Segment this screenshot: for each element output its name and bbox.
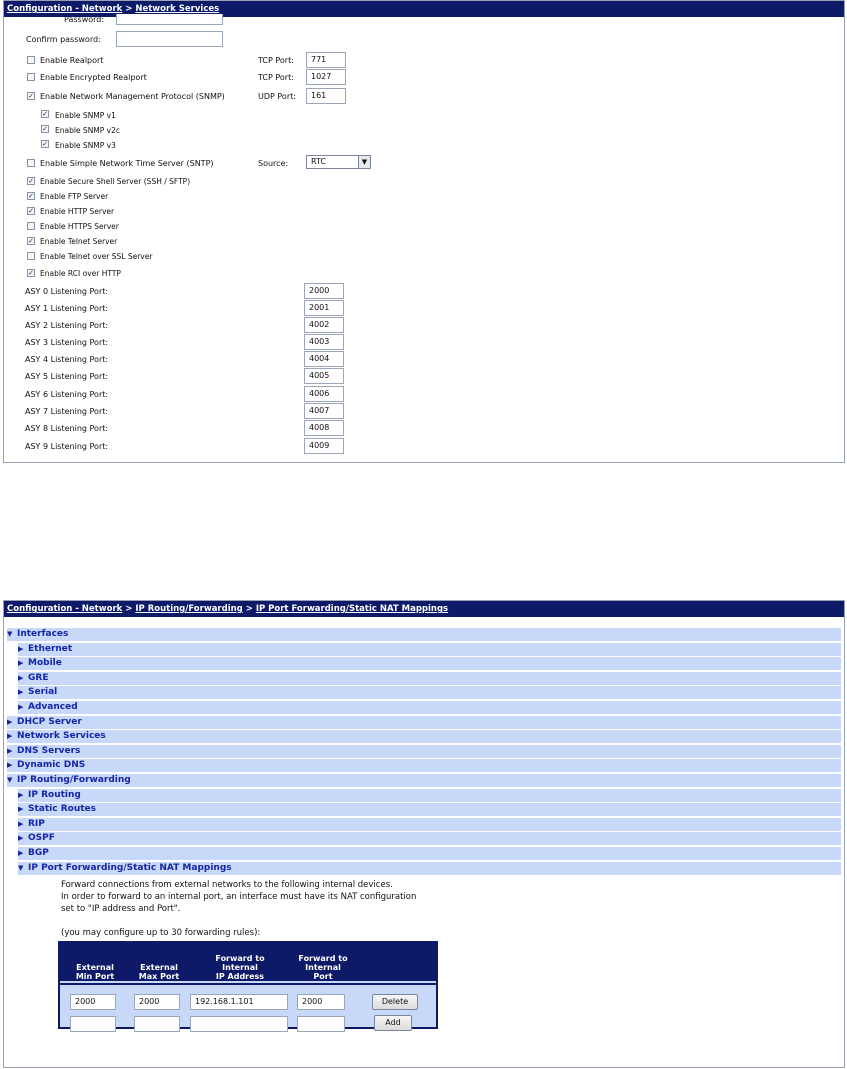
password-label: Password: (64, 15, 105, 24)
asy0-port-input[interactable]: 2000 (304, 283, 344, 299)
new-min-port-input[interactable] (70, 1016, 116, 1032)
asy3-port-input[interactable]: 4003 (304, 334, 344, 350)
nav-dns-servers[interactable] (7, 745, 841, 758)
collapsed-arrow-icon: ▶ (18, 688, 24, 696)
row1-min-port-input[interactable]: 2000 (70, 994, 116, 1010)
nav-ip-routing-forwarding[interactable] (7, 774, 841, 787)
nav-label: Mobile (28, 658, 62, 668)
collapsed-arrow-icon: ▶ (7, 747, 13, 755)
confirm-password-input[interactable] (116, 31, 223, 47)
http-checkbox[interactable]: ✓ (28, 207, 34, 215)
telnet-ssl-checkbox[interactable] (27, 252, 35, 260)
header-ext-min-port: External Min Port (75, 963, 115, 981)
snmp-port-input[interactable]: 161 (306, 88, 346, 104)
snmp-v3-label: Enable SNMP v3 (55, 141, 116, 150)
header-ext-max-port: External Max Port (138, 963, 180, 981)
asy9-port-input[interactable]: 4009 (304, 438, 344, 454)
realport-port-input[interactable]: 771 (306, 52, 346, 68)
sntp-source-select[interactable] (306, 155, 371, 169)
header-fwd-ip: Forward to Internal IP Address (215, 954, 265, 981)
http-label: Enable HTTP Server (40, 207, 115, 216)
nav-label: Advanced (28, 702, 78, 712)
nav-gre[interactable] (18, 672, 841, 685)
encrypted-realport-port-input[interactable]: 1027 (306, 69, 346, 85)
snmp-v2c-label: Enable SNMP v2c (55, 126, 121, 135)
nav-bgp[interactable] (18, 847, 841, 860)
breadcrumb: Configuration - Network > Network Services (4, 1, 844, 17)
encrypted-realport-port-label: TCP Port: (258, 73, 294, 82)
encrypted-realport-label: Enable Encrypted Realport (40, 73, 147, 82)
expanded-arrow-icon: ▼ (18, 864, 24, 872)
rci-checkbox[interactable]: ✓ (28, 269, 34, 277)
asy5-port-label: ASY 5 Listening Port: (25, 372, 109, 381)
collapsed-arrow-icon: ▶ (18, 645, 24, 653)
expanded-arrow-icon: ▼ (7, 630, 13, 638)
nav-label: IP Routing (28, 790, 81, 800)
expanded-arrow-icon: ▼ (7, 776, 13, 784)
nav-ip-routing[interactable] (18, 789, 841, 802)
nav-mobile[interactable] (18, 657, 841, 670)
asy1-port-input[interactable]: 2001 (304, 300, 344, 316)
telnet-checkbox[interactable]: ✓ (28, 237, 34, 245)
nav-label: IP Routing/Forwarding (17, 775, 131, 785)
collapsed-arrow-icon: ▶ (18, 805, 24, 813)
asy7-port-label: ASY 7 Listening Port: (25, 407, 109, 416)
nav-rip[interactable] (18, 818, 841, 831)
nav-label: OSPF (28, 833, 55, 843)
row1-max-port-input[interactable]: 2000 (134, 994, 180, 1010)
https-checkbox[interactable] (27, 222, 35, 230)
snmp-checkbox[interactable]: ✓ (28, 92, 34, 100)
row1-ip-input[interactable]: 192.168.1.101 (190, 994, 288, 1010)
realport-checkbox[interactable] (27, 56, 35, 64)
description-line-3: set to "IP address and Port". (61, 904, 181, 914)
description-line-2: In order to forward to an internal port, an interface must have its NAT configuration (61, 892, 417, 902)
sntp-checkbox[interactable] (27, 159, 35, 167)
ftp-checkbox[interactable]: ✓ (28, 192, 34, 200)
breadcrumb-port-forwarding[interactable]: IP Port Forwarding/Static NAT Mappings (255, 604, 449, 614)
collapsed-arrow-icon: ▶ (18, 849, 24, 857)
asy3-port-label: ASY 3 Listening Port: (25, 338, 109, 347)
nav-label: IP Port Forwarding/Static NAT Mappings (28, 863, 232, 873)
delete-button[interactable]: Delete (372, 994, 418, 1010)
dropdown-arrow-icon[interactable]: ▼ (358, 156, 370, 168)
collapsed-arrow-icon: ▶ (18, 820, 24, 828)
breadcrumb-config-network[interactable]: Configuration - Network (7, 604, 123, 614)
nav-label: GRE (28, 673, 49, 683)
nav-label: Dynamic DNS (17, 760, 86, 770)
collapsed-arrow-icon: ▶ (18, 703, 24, 711)
nav-label: RIP (28, 819, 45, 829)
ssh-checkbox[interactable]: ✓ (28, 177, 34, 185)
asy6-port-label: ASY 6 Listening Port: (25, 390, 109, 399)
confirm-password-label: Confirm password: (26, 35, 101, 44)
ssh-label: Enable Secure Shell Server (SSH / SFTP) (40, 177, 191, 186)
nav-label: Serial (28, 687, 58, 697)
rci-label: Enable RCI over HTTP (40, 269, 121, 278)
collapsed-arrow-icon: ▶ (7, 732, 13, 740)
asy9-port-label: ASY 9 Listening Port: (25, 442, 109, 451)
sntp-label: Enable Simple Network Time Server (SNTP) (40, 159, 214, 168)
encrypted-realport-checkbox[interactable] (27, 73, 35, 81)
nav-port-forwarding[interactable] (18, 862, 841, 875)
password-input[interactable] (116, 14, 223, 25)
snmp-v1-checkbox[interactable]: ✓ (42, 110, 48, 118)
limit-note: (you may configure up to 30 forwarding rules): (61, 928, 261, 938)
sntp-source-label: Source: (258, 159, 289, 168)
realport-port-label: TCP Port: (258, 56, 294, 65)
asy1-port-label: ASY 1 Listening Port: (25, 304, 109, 313)
collapsed-arrow-icon: ▶ (18, 834, 24, 842)
network-services-panel (3, 0, 845, 463)
new-max-port-input[interactable] (134, 1016, 180, 1032)
nav-static-routes[interactable] (18, 803, 841, 816)
snmp-port-label: UDP Port: (258, 92, 296, 101)
nav-network-services[interactable] (7, 730, 841, 743)
asy0-port-label: ASY 0 Listening Port: (25, 287, 109, 296)
breadcrumb: Configuration - Network > IP Routing/Forwarding > IP Port Forwarding/Static NAT Mappings (4, 601, 844, 617)
sntp-source-value: RTC (311, 157, 326, 166)
header-fwd-port: Forward to Internal Port (298, 954, 348, 981)
asy8-port-input[interactable]: 4008 (304, 420, 344, 436)
description-line-1: Forward connections from external networks to the following internal devices. (61, 880, 393, 890)
nav-ethernet[interactable] (18, 643, 841, 656)
nav-label: BGP (28, 848, 49, 858)
asy4-port-label: ASY 4 Listening Port: (25, 355, 109, 364)
asy8-port-label: ASY 8 Listening Port: (25, 424, 109, 433)
nav-dhcp-server[interactable] (7, 716, 841, 729)
row1-port-input[interactable]: 2000 (297, 994, 345, 1010)
realport-label: Enable Realport (40, 56, 104, 65)
breadcrumb-network-services[interactable]: Network Services (135, 4, 220, 14)
breadcrumb-config-network[interactable]: Configuration - Network (7, 4, 123, 14)
new-port-input[interactable] (297, 1016, 345, 1032)
collapsed-arrow-icon: ▶ (18, 674, 24, 682)
nav-dynamic-dns[interactable] (7, 759, 841, 772)
ftp-label: Enable FTP Server (40, 192, 109, 201)
breadcrumb-ip-routing[interactable]: IP Routing/Forwarding (135, 604, 243, 614)
snmp-v2c-checkbox[interactable]: ✓ (42, 125, 48, 133)
nav-ospf[interactable] (18, 832, 841, 845)
nav-label: DHCP Server (17, 717, 82, 727)
telnet-ssl-label: Enable Telnet over SSL Server (40, 252, 153, 261)
nav-label: Ethernet (28, 644, 73, 654)
collapsed-arrow-icon: ▶ (18, 659, 24, 667)
nav-label: Network Services (17, 731, 106, 741)
snmp-v3-checkbox[interactable]: ✓ (42, 140, 48, 148)
nav-advanced[interactable] (18, 701, 841, 714)
collapsed-arrow-icon: ▶ (18, 791, 24, 799)
nav-interfaces[interactable] (7, 628, 841, 641)
asy2-port-input[interactable]: 4002 (304, 317, 344, 333)
asy4-port-input[interactable]: 4004 (304, 351, 344, 367)
telnet-label: Enable Telnet Server (40, 237, 118, 246)
asy2-port-label: ASY 2 Listening Port: (25, 321, 109, 330)
collapsed-arrow-icon: ▶ (7, 761, 13, 769)
nav-label: DNS Servers (17, 746, 81, 756)
nav-label: Interfaces (17, 629, 69, 639)
asy6-port-input[interactable]: 4006 (304, 386, 344, 402)
nav-serial[interactable] (18, 686, 841, 699)
asy7-port-input[interactable]: 4007 (304, 403, 344, 419)
add-button[interactable]: Add (374, 1015, 412, 1031)
nav-label: Static Routes (28, 804, 96, 814)
collapsed-arrow-icon: ▶ (7, 718, 13, 726)
https-label: Enable HTTPS Server (40, 222, 119, 231)
snmp-v1-label: Enable SNMP v1 (55, 111, 116, 120)
new-ip-input[interactable] (190, 1016, 288, 1032)
snmp-label: Enable Network Management Protocol (SNMP) (40, 92, 225, 101)
asy5-port-input[interactable]: 4005 (304, 368, 344, 384)
